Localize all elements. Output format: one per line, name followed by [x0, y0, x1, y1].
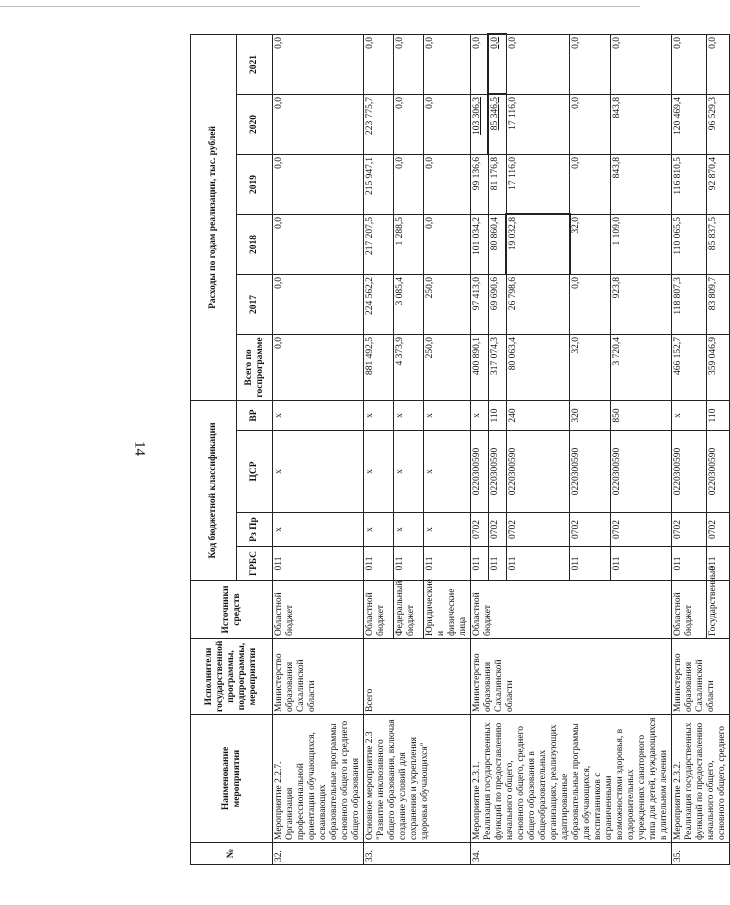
- vr-cell: х: [394, 400, 424, 430]
- header-name: Наименование мероприятия: [191, 715, 273, 843]
- rzpr-cell: х: [364, 513, 394, 547]
- y2018-cell: 19 032,8: [506, 214, 570, 274]
- y2017-cell: 83 809,7: [706, 274, 729, 334]
- y2020-cell: 120 469,4: [672, 94, 707, 154]
- rotated-table-wrapper: [190, 35, 727, 865]
- executor: Министерство образования Сахалинской области: [471, 639, 672, 715]
- activity-name: Мероприятие 2.2.7. Организация профессиональной ориентации обучающихся, осваивающих образовательные программы основного общего и среднего общего образования: [273, 715, 364, 843]
- y2020-cell: 843,8: [610, 94, 671, 154]
- vr-cell: 110: [488, 400, 506, 430]
- csr-cell: 0220300590: [610, 431, 671, 513]
- grbs-cell: 011: [706, 547, 729, 581]
- vr-cell: х: [424, 400, 471, 430]
- y2017-cell: 69 690,6: [488, 274, 506, 334]
- y2019-cell: 0,0: [273, 154, 364, 214]
- csr-cell: 0220300590: [506, 431, 570, 513]
- y2021-cell: 0,0: [424, 34, 471, 94]
- y2017-cell: 0,0: [273, 274, 364, 334]
- scan-edge-line: [0, 6, 640, 7]
- y2021-cell: 0,0: [672, 34, 707, 94]
- rzpr-cell: 0702: [488, 513, 506, 547]
- y2020-cell: 223 775,7: [364, 94, 394, 154]
- y2019-cell: 215 947,1: [364, 154, 394, 214]
- total-cell: 359 046,9: [706, 334, 729, 400]
- y2018-cell: 110 065,5: [672, 214, 707, 274]
- csr-cell: х: [364, 431, 394, 513]
- y2020-cell: 0,0: [570, 94, 611, 154]
- header-csr: ЦСР: [237, 431, 273, 513]
- grbs-cell: 011: [672, 547, 707, 581]
- header-source: Источники средств: [191, 581, 273, 639]
- funding-source: Юридические и физические лица: [424, 581, 471, 639]
- y2019-cell: 81 176,8: [488, 154, 506, 214]
- funding-source: Областной бюджет: [471, 581, 672, 639]
- csr-cell: х: [273, 431, 364, 513]
- csr-cell: 0220300590: [706, 431, 729, 513]
- vr-cell: х: [672, 400, 707, 430]
- grbs-cell: 011: [364, 547, 394, 581]
- program-expenses-table: [190, 34, 730, 865]
- header-executors: Исполнители государственной программы, подпрограммы, мероприятия: [191, 639, 273, 715]
- table-row: [364, 34, 394, 864]
- rzpr-cell: х: [273, 513, 364, 547]
- total-cell: 317 074,3: [488, 334, 506, 400]
- y2021-cell: 0,0: [364, 34, 394, 94]
- header-total: Всего по госпрограмме: [237, 334, 273, 400]
- csr-cell: 0220300590: [570, 431, 611, 513]
- grbs-cell: 011: [506, 547, 570, 581]
- y2018-cell: 0,0: [424, 214, 471, 274]
- funding-source: Областной бюджет: [273, 581, 364, 639]
- total-cell: 881 492,5: [364, 334, 394, 400]
- header-vr: ВР: [237, 400, 273, 430]
- y2018-cell: 0,0: [273, 214, 364, 274]
- y2020-cell: 103 306,3: [471, 94, 489, 154]
- activity-name: Мероприятие 2.3.1. Реализация государственных функций по предоставлению начального общего, основного общего, среднего общего образования в общеобразовательных организациях, реализующих адаптированные образовательные программы для обучающихся, воспитанников с ограниченными возможностями здоровья, в оздоровительных учреждениях санаторного типа для детей, нуждающихся в длительном лечении: [471, 715, 672, 843]
- y2021-cell: 0,0: [506, 34, 570, 94]
- y2019-cell: 0,0: [570, 154, 611, 214]
- grbs-cell: 011: [610, 547, 671, 581]
- table-row: [273, 34, 364, 864]
- grbs-cell: 011: [471, 547, 489, 581]
- y2019-cell: 843,8: [610, 154, 671, 214]
- rzpr-cell: 0702: [610, 513, 671, 547]
- y2020-cell: 0,0: [424, 94, 471, 154]
- y2020-cell: 85 346,5: [488, 94, 506, 154]
- csr-cell: 0220300590: [471, 431, 489, 513]
- y2017-cell: 923,8: [610, 274, 671, 334]
- y2018-cell: 217 207,5: [364, 214, 394, 274]
- total-cell: 4 373,9: [394, 334, 424, 400]
- funding-source: Областной бюджет: [672, 581, 707, 639]
- y2021-cell: 0,0: [488, 34, 506, 94]
- y2018-cell: 80 860,4: [488, 214, 506, 274]
- y2021-cell: 0,0: [610, 34, 671, 94]
- y2019-cell: 0,0: [424, 154, 471, 214]
- header-num: №: [191, 843, 273, 865]
- vr-cell: 320: [570, 400, 611, 430]
- total-cell: 80 063,4: [506, 334, 570, 400]
- y2021-cell: 0,0: [706, 34, 729, 94]
- y2017-cell: 224 562,2: [364, 274, 394, 334]
- rzpr-cell: 0702: [672, 513, 707, 547]
- csr-cell: 0220300590: [488, 431, 506, 513]
- y2021-cell: 0,0: [273, 34, 364, 94]
- activity-name: Мероприятие 2.3.2. Реализация государственных функций по предоставлению начального общего, основного общего, среднего: [672, 715, 730, 843]
- total-cell: 250,0: [424, 334, 471, 400]
- y2019-cell: 0,0: [394, 154, 424, 214]
- y2019-cell: 17 116,0: [506, 154, 570, 214]
- header-2018: 2018: [237, 214, 273, 274]
- header-expenses: Расходы по годам реализации, тыс. рублей: [191, 34, 237, 400]
- y2017-cell: 3 085,4: [394, 274, 424, 334]
- header-2021: 2021: [237, 34, 273, 94]
- vr-cell: 110: [706, 400, 729, 430]
- rzpr-cell: х: [424, 513, 471, 547]
- grbs-cell: 011: [273, 547, 364, 581]
- rzpr-cell: х: [394, 513, 424, 547]
- page-number: 14: [131, 441, 148, 456]
- y2021-cell: 0,0: [570, 34, 611, 94]
- grbs-cell: 011: [394, 547, 424, 581]
- header-2019: 2019: [237, 154, 273, 214]
- vr-cell: х: [364, 400, 394, 430]
- grbs-cell: 011: [488, 547, 506, 581]
- y2017-cell: 97 413,0: [471, 274, 489, 334]
- y2017-cell: 250,0: [424, 274, 471, 334]
- executor: Министерство образования Сахалинской области: [672, 639, 730, 715]
- row-number: 34.: [471, 843, 672, 865]
- vr-cell: х: [273, 400, 364, 430]
- y2017-cell: 0,0: [570, 274, 611, 334]
- total-cell: 400 890,1: [471, 334, 489, 400]
- vr-cell: х: [471, 400, 489, 430]
- y2018-cell: 101 034,2: [471, 214, 489, 274]
- rzpr-cell: 0702: [506, 513, 570, 547]
- y2019-cell: 92 870,4: [706, 154, 729, 214]
- grbs-cell: 011: [424, 547, 471, 581]
- y2020-cell: 96 529,3: [706, 94, 729, 154]
- table-row: [471, 34, 489, 864]
- y2017-cell: 26 798,6: [506, 274, 570, 334]
- row-number: 32.: [273, 843, 364, 865]
- row-number: 35.: [672, 843, 730, 865]
- y2020-cell: 17 116,0: [506, 94, 570, 154]
- header-2017: 2017: [237, 274, 273, 334]
- y2020-cell: 0,0: [273, 94, 364, 154]
- rzpr-cell: 0702: [471, 513, 489, 547]
- executor: Министерство образования Сахалинской области: [273, 639, 364, 715]
- header-rzpr: Рз Пр: [237, 513, 273, 547]
- csr-cell: х: [424, 431, 471, 513]
- y2018-cell: 1 109,0: [610, 214, 671, 274]
- header-2020: 2020: [237, 94, 273, 154]
- y2018-cell: 32,0: [570, 214, 611, 274]
- y2021-cell: 0,0: [394, 34, 424, 94]
- funding-source: Государственные: [706, 581, 729, 639]
- executor: Всего: [364, 639, 471, 715]
- y2020-cell: 0,0: [394, 94, 424, 154]
- vr-cell: 850: [610, 400, 671, 430]
- header-grbs: ГРБС: [237, 547, 273, 581]
- row-number: 33.: [364, 843, 471, 865]
- total-cell: 0,0: [273, 334, 364, 400]
- rzpr-cell: 0702: [570, 513, 611, 547]
- csr-cell: х: [394, 431, 424, 513]
- vr-cell: 240: [506, 400, 570, 430]
- total-cell: 466 152,7: [672, 334, 707, 400]
- funding-source: Областной бюджет: [364, 581, 394, 639]
- funding-source: Федеральный бюджет: [394, 581, 424, 639]
- y2021-cell: 0,0: [471, 34, 489, 94]
- header-budget-code: Код бюджетной классификации: [191, 400, 237, 580]
- csr-cell: 0220300590: [672, 431, 707, 513]
- rzpr-cell: 0702: [706, 513, 729, 547]
- y2018-cell: 1 288,5: [394, 214, 424, 274]
- activity-name: Основное мероприятие 2.3 "Развитие инклюзивного общего образования, включая создание условий для сохранения и укрепления здоровья обучающихся": [364, 715, 471, 843]
- y2018-cell: 85 837,5: [706, 214, 729, 274]
- grbs-cell: 011: [570, 547, 611, 581]
- y2019-cell: 116 810,5: [672, 154, 707, 214]
- y2017-cell: 118 807,3: [672, 274, 707, 334]
- total-cell: 3 720,4: [610, 334, 671, 400]
- table-row: [672, 34, 707, 864]
- total-cell: 32,0: [570, 334, 611, 400]
- y2019-cell: 99 136,6: [471, 154, 489, 214]
